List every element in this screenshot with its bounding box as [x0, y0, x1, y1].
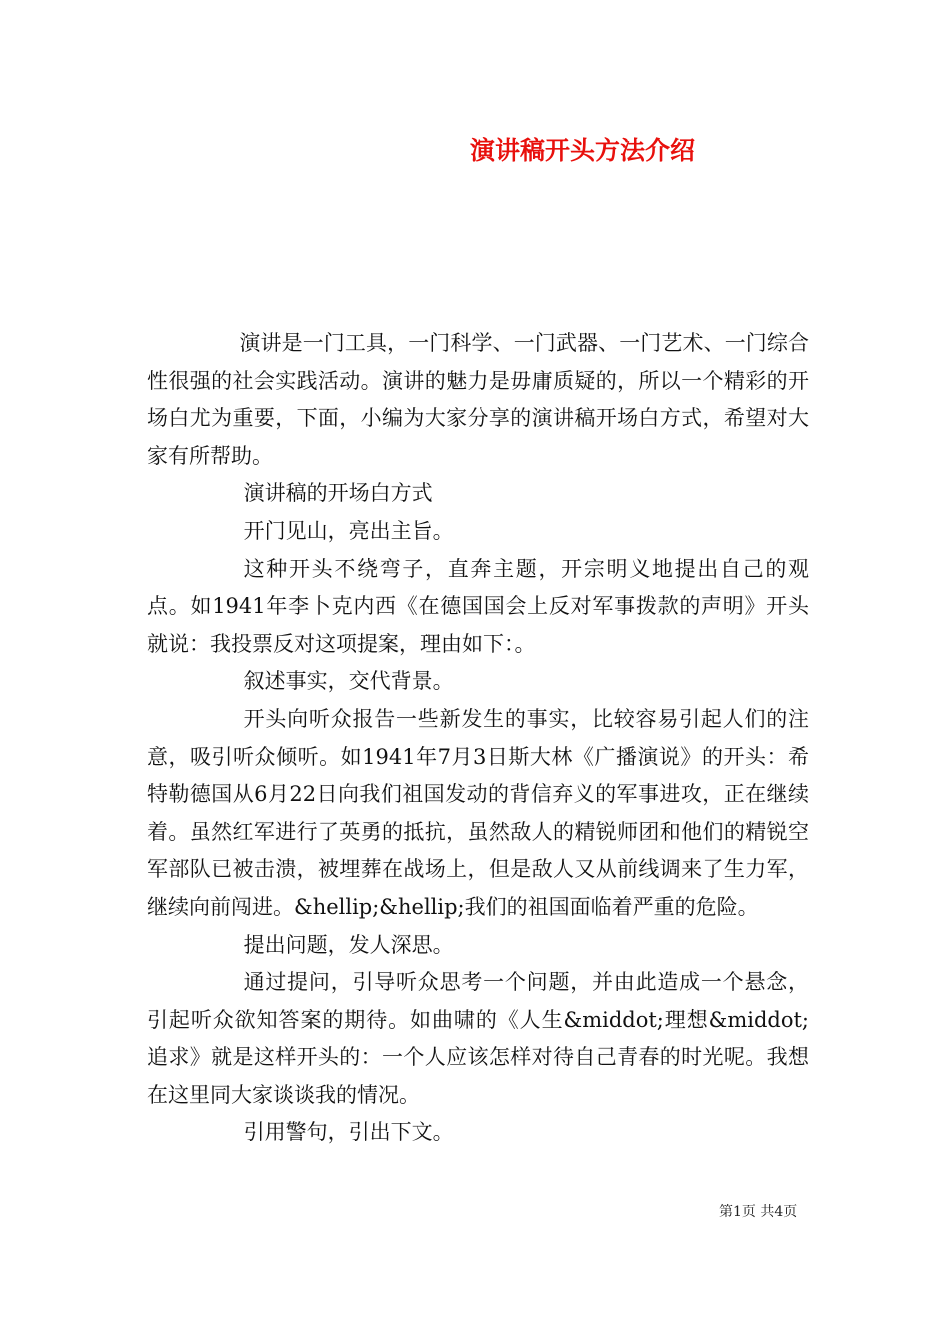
paragraph-method-1-body: 这种开头不绕弯子，直奔主题，开宗明义地提出自己的观点。如1941年李卜克内西《在德国国会上反对军事拨款的声明》开头就说：我投票反对这项提案，理由如下：。 [147, 556, 809, 656]
paragraph-method-2-title: 叙述事实，交代背景。 [243, 669, 454, 694]
paragraph-method-1-title: 开门见山，亮出主旨。 [243, 518, 454, 543]
paragraph-method-3-body: 通过提问，引导听众思考一个问题，并由此造成一个悬念，引起听众欲知答案的期待。如曲啸的《人生&middot;理想&middot;追求》就是这样开头的：一个人应该怎样对待自己青春的时光呢。我想在这里同大家谈谈我的情况。 [147, 970, 809, 1107]
paragraph-method-3-title: 提出问题，发人深思。 [243, 932, 454, 957]
paragraph-intro: 演讲是一门工具，一门科学、一门武器、一门艺术、一门综合性很强的社会实践活动。演讲的魅力是毋庸质疑的，所以一个精彩的开场白尤为重要，下面，小编为大家分享的演讲稿开场白方式，希望对大家有所帮助。 [147, 331, 809, 468]
paragraph-method-2-body: 开头向听众报告一些新发生的事实，比较容易引起人们的注意，吸引听众倾听。如1941年7月3日斯大林《广播演说》的开头：希特勒德国从6月22日向我们祖国发动的背信弃义的军事进攻，正在继续着。虽然红军进行了英勇的抵抗，虽然敌人的精锐师团和他们的精锐空军部队已被击溃，被埋葬在战场上，但是敌人又从前线调来了生力军，继续向前闯进。&hellip;&hellip;我们的祖国面临着严重的危险。 [147, 706, 809, 919]
page-number-footer: 第1页 共4页 [719, 1204, 798, 1220]
paragraph-heading-methods: 演讲稿的开场白方式 [243, 481, 433, 506]
paragraph-method-4-title: 引用警句，引出下文。 [243, 1120, 454, 1145]
document-title: 演讲稿开头方法介绍 [470, 136, 696, 165]
document-body [147, 325, 809, 1152]
